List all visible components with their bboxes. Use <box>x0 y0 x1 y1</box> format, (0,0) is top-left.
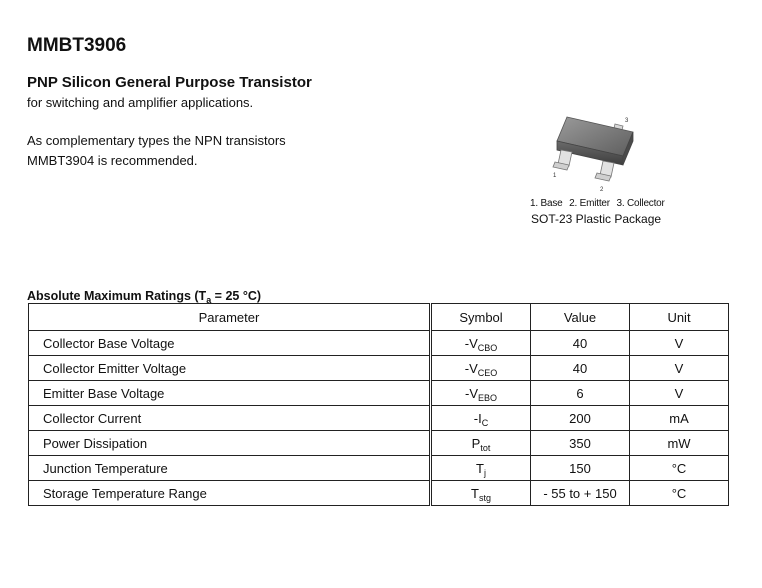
title-suffix: = 25 °C) <box>211 289 262 303</box>
value-cell: 6 <box>531 381 630 406</box>
value-cell: 40 <box>531 331 630 356</box>
parameter-cell: Emitter Base Voltage <box>29 381 431 406</box>
device-tagline: for switching and amplifier applications. <box>27 95 254 110</box>
parameter-cell: Collector Current <box>29 406 431 431</box>
symbol-cell <box>431 481 531 506</box>
value-cell: 150 <box>531 456 630 481</box>
symbol-main: -V <box>464 360 478 376</box>
symbol-cell <box>431 331 531 356</box>
symbol-sub: CEO <box>477 367 498 378</box>
pin-3-label: 3 <box>625 118 629 124</box>
symbol-main: T <box>476 460 484 476</box>
symbol-sub: tot <box>480 442 491 453</box>
symbol-sub: EBO <box>477 392 497 403</box>
sot23-package-illustration <box>545 112 645 194</box>
unit-cell: V <box>630 331 729 356</box>
ratings-table-title <box>27 289 261 303</box>
table-row <box>29 331 729 356</box>
symbol-main: P <box>471 435 481 451</box>
absolute-max-ratings-table <box>28 303 729 506</box>
parameter-cell: Junction Temperature <box>29 456 431 481</box>
pin-1-label: 1 <box>553 173 557 179</box>
unit-cell: V <box>630 356 729 381</box>
value-cell: 40 <box>531 356 630 381</box>
title-prefix: Absolute Maximum Ratings (T <box>27 289 207 303</box>
symbol-sub: CBO <box>477 342 498 353</box>
unit-cell: mW <box>630 431 729 456</box>
table-row <box>29 356 729 381</box>
value-cell: 350 <box>531 431 630 456</box>
table-row <box>29 481 729 506</box>
table-row <box>29 381 729 406</box>
unit-cell: mA <box>630 406 729 431</box>
symbol-main: -V <box>464 385 478 401</box>
part-number-title: MMBT3906 <box>27 35 127 56</box>
header-parameter: Parameter <box>29 304 431 331</box>
pin-2-label: 2 <box>600 187 604 193</box>
header-unit: Unit <box>630 304 729 331</box>
table-row <box>29 431 729 456</box>
table-header-row <box>29 304 729 331</box>
symbol-main: -V <box>464 335 478 351</box>
symbol-cell <box>431 356 531 381</box>
symbol-cell <box>431 406 531 431</box>
table-row <box>29 456 729 481</box>
parameter-cell: Collector Base Voltage <box>29 331 431 356</box>
unit-cell: V <box>630 381 729 406</box>
header-symbol: Symbol <box>431 304 531 331</box>
parameter-cell: Collector Emitter Voltage <box>29 356 431 381</box>
symbol-cell <box>431 456 531 481</box>
title-subscript: a <box>206 295 212 305</box>
value-cell: 200 <box>531 406 630 431</box>
value-cell: - 55 to + 150 <box>531 481 630 506</box>
pin-legend <box>530 198 669 209</box>
symbol-cell <box>431 431 531 456</box>
symbol-sub: stg <box>478 492 491 503</box>
complementary-note-line-1: As complementary types the NPN transistors <box>27 133 286 148</box>
table-row <box>29 406 729 431</box>
pin-legend-collector: 3. Collector <box>616 198 665 209</box>
package-name: SOT-23 Plastic Package <box>531 212 662 226</box>
symbol-sub: C <box>481 417 489 428</box>
header-value: Value <box>531 304 630 331</box>
unit-cell: °C <box>630 481 729 506</box>
complementary-note-line-2: MMBT3904 is recommended. <box>27 153 198 168</box>
symbol-main: T <box>471 485 479 501</box>
parameter-cell: Storage Temperature Range <box>29 481 431 506</box>
pin-legend-emitter: 2. Emitter <box>569 198 610 209</box>
symbol-cell <box>431 381 531 406</box>
symbol-sub: j <box>483 467 486 478</box>
device-subtitle: PNP Silicon General Purpose Transistor <box>27 74 312 91</box>
parameter-cell: Power Dissipation <box>29 431 431 456</box>
symbol-main: -I <box>473 410 482 426</box>
unit-cell: °C <box>630 456 729 481</box>
pin-legend-base: 1. Base <box>530 198 563 209</box>
